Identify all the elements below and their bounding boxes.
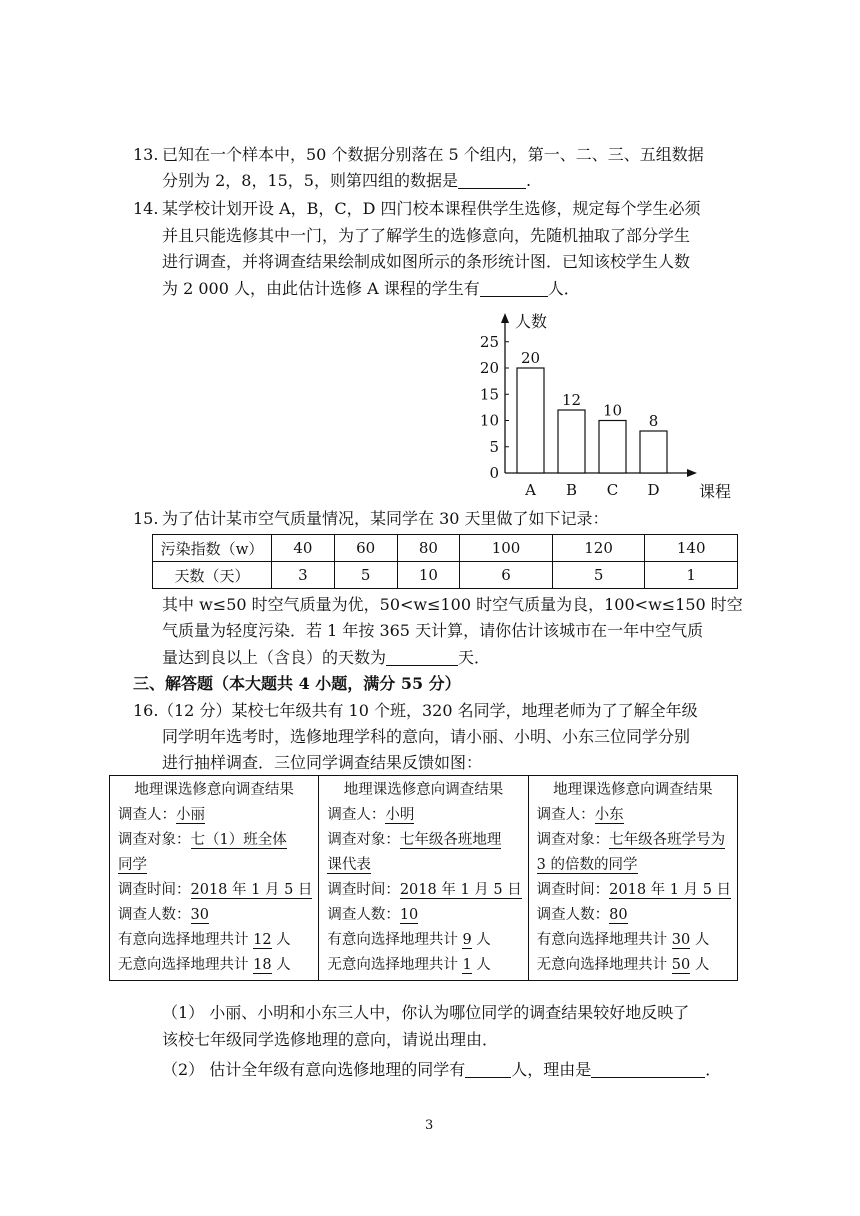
table-cell: 140	[645, 535, 738, 562]
survey-card-xiaoli: 地理课选修意向调查结果 调查人：小丽 调查对象：七（1）班全体 同学 调查时间：2018 年 1 月 5 日 调查人数：30 有意向选择地理共计 12 人 无意向选择地理共计 18 人	[110, 776, 319, 981]
q16-sub2: （2） 估计全年级有意向选修地理的同学有 人，理由是 ．	[162, 1060, 722, 1079]
q15-line1: 为了估计某市空气质量情况，某同学在 30 天里做了如下记录：	[162, 509, 609, 528]
survey-investigator: 小丽	[176, 807, 205, 823]
survey-investigator: 小东	[594, 807, 624, 823]
x-tick-label: D	[647, 481, 660, 499]
y-tick-label: 15	[479, 385, 499, 404]
q16-line1: （12 分）某校七年级共有 10 个班，320 名同学，地理老师为了了解全年级	[158, 701, 698, 720]
survey-object: 七年级各班地理	[399, 832, 502, 848]
y-axis-arrow	[501, 313, 509, 323]
y-tick-label: 5	[489, 437, 499, 456]
survey-yes: 9	[462, 932, 472, 948]
q16-sub1-line1: （1） 小丽、小明和小东三人中，你认为哪位同学的调查结果较好地反映了	[162, 1003, 690, 1022]
bar-D	[640, 431, 667, 473]
table-cell: 5	[552, 562, 645, 589]
q14-line1: 某学校计划开设 A，B，C，D 四门校本课程供学生选修，规定每个学生必须	[162, 199, 701, 218]
q13-line1: 已知在一个样本中，50 个数据分别落在 5 个组内，第一、二、三、五组数据	[162, 145, 704, 164]
survey-no: 18	[253, 957, 272, 973]
survey-yes: 12	[253, 932, 272, 948]
q16-reason-blank[interactable]	[591, 1059, 705, 1078]
pollution-table	[152, 534, 738, 589]
x-tick-label: C	[606, 481, 619, 499]
table-row	[110, 776, 738, 981]
data-label: 8	[648, 412, 659, 430]
survey-time: 2018 年 1 月 5 日	[190, 882, 313, 898]
survey-title: 地理课选修意向调查结果	[553, 782, 713, 798]
q15-line3: 气质量为轻度污染．若 1 年按 365 天计算，请你估计该城市在一年中空气质	[162, 621, 704, 640]
q16-count-blank[interactable]	[465, 1059, 511, 1078]
table-header-cell: 天数（天）	[153, 562, 272, 589]
q14-answer-blank[interactable]	[480, 278, 548, 297]
survey-yes: 30	[671, 932, 691, 948]
q15-line4: 量达到良以上（含良）的天数为 天．	[162, 648, 491, 667]
survey-count: 30	[190, 907, 209, 923]
table-cell: 3	[272, 562, 335, 589]
x-axis-label: 课程	[699, 482, 732, 501]
data-label: 20	[520, 349, 541, 367]
y-tick-label: 20	[479, 359, 499, 377]
survey-count: 10	[399, 907, 419, 923]
table-row	[153, 562, 738, 589]
x-tick-label: B	[565, 481, 578, 499]
bar-B	[558, 410, 585, 473]
survey-card-xiaoming: 地理课选修意向调查结果 调查人：小明 调查对象：七年级各班地理 课代表 调查时间：2018 年 1 月 5 日 调查人数：10 有意向选择地理共计 9 人 无意向选择地理共计 1 人	[319, 776, 528, 981]
survey-no: 50	[671, 957, 691, 973]
q13-answer-blank[interactable]	[458, 170, 526, 189]
y-tick-label: 0	[489, 464, 499, 482]
q16-line2: 同学明年选考时，选修地理学科的意向，请小丽、小明、小东三位同学分别	[162, 727, 691, 746]
y-tick-label: 10	[479, 411, 499, 430]
bar-C	[599, 421, 626, 474]
survey-object-cont: 3 的倍数的同学	[536, 857, 638, 873]
table-cell: 80	[397, 535, 460, 562]
q15-answer-blank[interactable]	[386, 647, 458, 666]
section-title: 三、解答题（本大题共 4 小题，满分 55 分）	[133, 674, 461, 693]
table-cell: 60	[334, 535, 397, 562]
table-cell: 120	[552, 535, 645, 562]
survey-title: 地理课选修意向调查结果	[343, 782, 504, 798]
q15-line2: 其中 w≤50 时空气质量为优，50<w≤100 时空气质量为良，100<w≤150 时空	[162, 595, 743, 614]
q14-line4: 为 2 000 人，由此估计选修 A 课程的学生有 人．	[162, 279, 580, 298]
table-cell: 100	[460, 535, 553, 562]
survey-object: 七（1）班全体	[190, 832, 287, 848]
x-axis-arrow	[687, 469, 697, 477]
table-row	[153, 535, 738, 562]
survey-object-cont: 同学	[118, 857, 147, 873]
table-cell: 6	[460, 562, 553, 589]
page-number: 3	[425, 1118, 434, 1133]
survey-card-xiaodong: 地理课选修意向调查结果 调查人：小东 调查对象：七年级各班学号为 3 的倍数的同学 调查时间：2018 年 1 月 5 日 调查人数：80 有意向选择地理共计 30 人 无意向选择地理共计 50 人	[528, 776, 737, 981]
y-tick-label: 25	[479, 332, 499, 351]
q13-line2: 分别为 2，8，15，5，则第四组的数据是 .	[162, 171, 532, 190]
survey-object: 七年级各班学号为	[609, 832, 726, 848]
table-cell: 40	[272, 535, 335, 562]
survey-count: 80	[609, 907, 628, 923]
q16-number: 16.	[133, 701, 159, 720]
table-header-cell: 污染指数（w）	[153, 535, 272, 562]
table-cell: 5	[334, 562, 397, 589]
q14-line3: 进行调查，并将调查结果绘制成如图所示的条形统计图．已知该校学生人数	[162, 252, 691, 271]
survey-no: 1	[462, 957, 472, 973]
survey-object-cont: 课代表	[327, 857, 371, 873]
y-axis-label: 人数	[515, 312, 548, 331]
x-tick-label: A	[525, 481, 536, 499]
survey-investigator: 小明	[385, 807, 415, 823]
data-label: 12	[561, 391, 582, 409]
q15-number: 15.	[133, 509, 159, 528]
q13-number: 13.	[133, 145, 159, 164]
table-cell: 10	[397, 562, 460, 589]
data-label: 10	[602, 401, 623, 420]
table-cell: 1	[645, 562, 738, 589]
bar-chart	[465, 305, 732, 505]
survey-time: 2018 年 1 月 5 日	[399, 882, 522, 898]
q14-line2: 并且只能选修其中一门，为了了解学生的选修意向，先随机抽取了部分学生	[162, 226, 691, 245]
q16-sub1-line2: 该校七年级同学选修地理的意向，请说出理由．	[162, 1030, 499, 1049]
survey-title: 地理课选修意向调查结果	[134, 782, 294, 798]
survey-table	[109, 775, 738, 981]
q14-number: 14.	[133, 199, 159, 218]
q16-line3: 进行抽样调查．三位同学调查结果反馈如图：	[162, 753, 483, 772]
survey-time: 2018 年 1 月 5 日	[609, 882, 732, 898]
bar-A	[517, 368, 544, 473]
